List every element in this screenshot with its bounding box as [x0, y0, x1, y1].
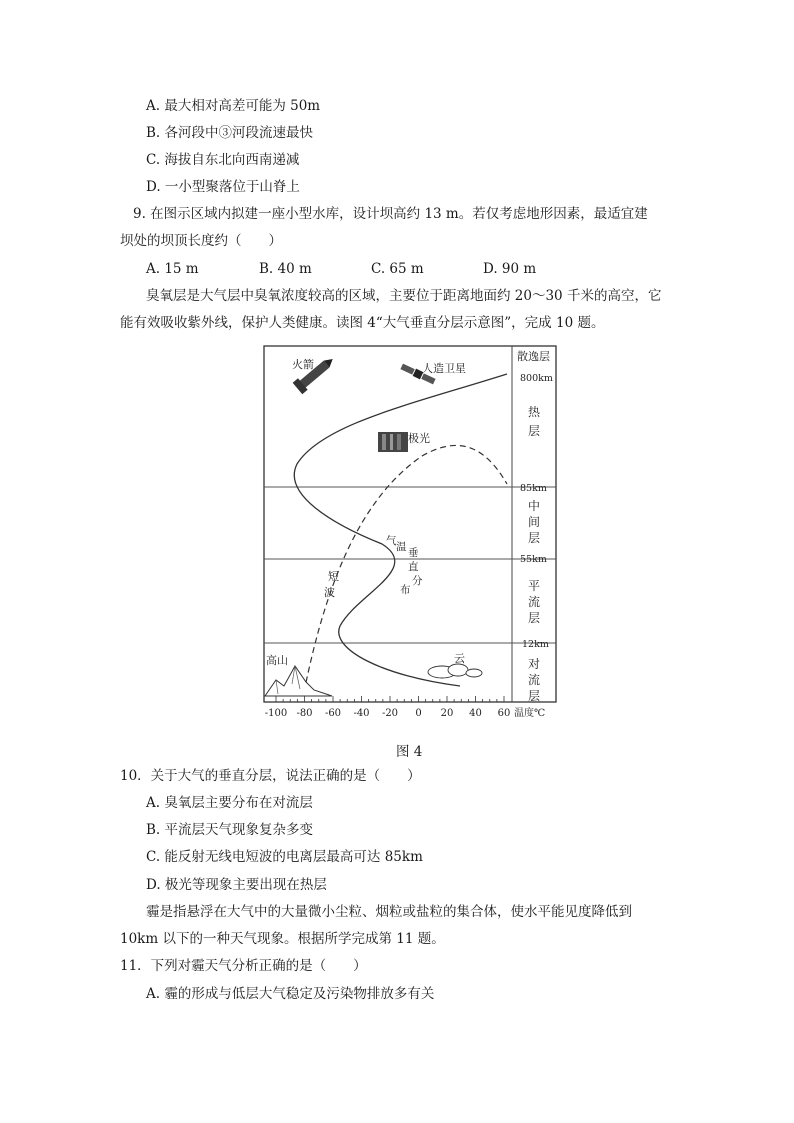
altitude-55km: 55km [520, 554, 547, 565]
aurora-label: 极光 [408, 432, 430, 445]
q10-stem: 10．关于大气的垂直分层，说法正确的是（ ） [120, 768, 421, 784]
q10-option-d: D. 极光等现象主要出现在热层 [146, 877, 327, 893]
mountain-label: 高山 [266, 654, 288, 667]
layer-troposphere-1: 对 [528, 657, 541, 671]
cloud-icon [428, 664, 482, 678]
x-axis-tick-label: -80 [296, 708, 313, 719]
curve-label-4: 直 [408, 561, 419, 573]
layer-troposphere-3: 层 [528, 689, 541, 703]
layer-troposphere-2: 流 [528, 673, 541, 687]
layer-exosphere: 散逸层 [517, 350, 550, 363]
x-axis-tick-label: -100 [264, 708, 288, 719]
layer-stratosphere-1: 平 [528, 579, 541, 593]
x-axis-tick-label: 60 [497, 708, 511, 719]
q8-option-b: B. 各河段中③河段流速最快 [146, 125, 314, 141]
layer-mesosphere-1: 中 [528, 499, 541, 513]
intro10-line2: 能有效吸收紫外线，保护人类健康。读图 4“大气垂直分层示意图”，完成 10 题。 [120, 315, 605, 331]
layer-thermosphere-1: 热 [528, 405, 541, 419]
q10-option-b: B. 平流层天气现象复杂多变 [146, 822, 314, 838]
x-axis-tick-label: -20 [381, 708, 399, 719]
x-axis-ticks [265, 696, 511, 719]
curve-label-6: 布 [400, 584, 411, 596]
shortwave-label-1: 短 [328, 570, 339, 583]
q9-option-b: B. 40 m [259, 261, 312, 277]
intro10-line1: 臭氧层是大气层中臭氧浓度较高的区域，主要位于距离地面约 20～30 千米的高空，它 [146, 288, 662, 304]
layer-stratosphere-3: 层 [528, 611, 541, 625]
q8-option-c: C. 海拔自东北向西南递减 [146, 152, 300, 168]
altitude-85km: 85km [520, 483, 547, 494]
aurora-icon [378, 432, 408, 452]
shortwave-curve [304, 445, 507, 692]
cloud-label: 云 [454, 652, 465, 665]
curve-label-2: 温 [396, 541, 407, 553]
q10-option-c: C. 能反射无线电短波的电离层最高可达 85km [146, 849, 423, 865]
shortwave-label-2: 波 [324, 586, 335, 599]
layer-stratosphere-2: 流 [528, 595, 541, 609]
layer-thermosphere-2: 层 [528, 424, 541, 438]
q9-option-d: D. 90 m [483, 261, 537, 277]
x-axis-tick-label: 20 [440, 708, 454, 719]
layer-mesosphere-3: 层 [528, 531, 541, 545]
q9-stem-line2: 坝处的坝顶长度约（ ） [120, 233, 282, 249]
x-axis-tick-label: 40 [469, 708, 482, 719]
x-axis-tick-label: -40 [353, 708, 370, 719]
layer-mesosphere-2: 间 [528, 515, 541, 529]
curve-label-1: 气 [386, 535, 397, 547]
q9-option-c: C. 65 m [371, 261, 424, 277]
intro11-line1: 霾是指悬浮在大气中的大量微小尘粒、烟粒或盐粒的集合体，使水平能见度降低到 [146, 904, 632, 920]
rocket-label: 火箭 [292, 358, 314, 371]
satellite-label: 人造卫星 [422, 362, 466, 375]
x-axis-tick-label: 0 [415, 708, 422, 719]
altitude-800km: 800km [520, 373, 553, 384]
q9-stem-line1: 9. 在图示区域内拟建一座小型水库，设计坝高约 13 m。若仅考虑地形因素，最适宜建 [133, 206, 648, 222]
atmosphere-layers-figure [262, 344, 560, 722]
x-axis-unit: 温度℃ [514, 708, 546, 719]
altitude-12km: 12km [522, 639, 549, 650]
q8-option-d: D. 一小型聚落位于山脊上 [146, 179, 300, 195]
q10-option-a: A. 臭氧层主要分布在对流层 [146, 795, 313, 811]
curve-label-3: 垂 [408, 547, 419, 559]
q11-stem: 11．下列对霾天气分析正确的是（ ） [120, 958, 367, 974]
temperature-curve [294, 374, 507, 686]
q11-option-a: A. 霾的形成与低层大气稳定及污染物排放多有关 [146, 986, 435, 1002]
figure-caption: 图 4 [396, 744, 423, 760]
q8-option-a: A. 最大相对高差可能为 50m [146, 98, 321, 114]
q9-option-a: A. 15 m [146, 261, 199, 277]
curve-label-5: 分 [412, 575, 423, 587]
intro11-line2: 10km 以下的一种天气现象。根据所学完成第 11 题。 [120, 931, 445, 947]
x-axis-tick-label: -60 [324, 708, 342, 719]
